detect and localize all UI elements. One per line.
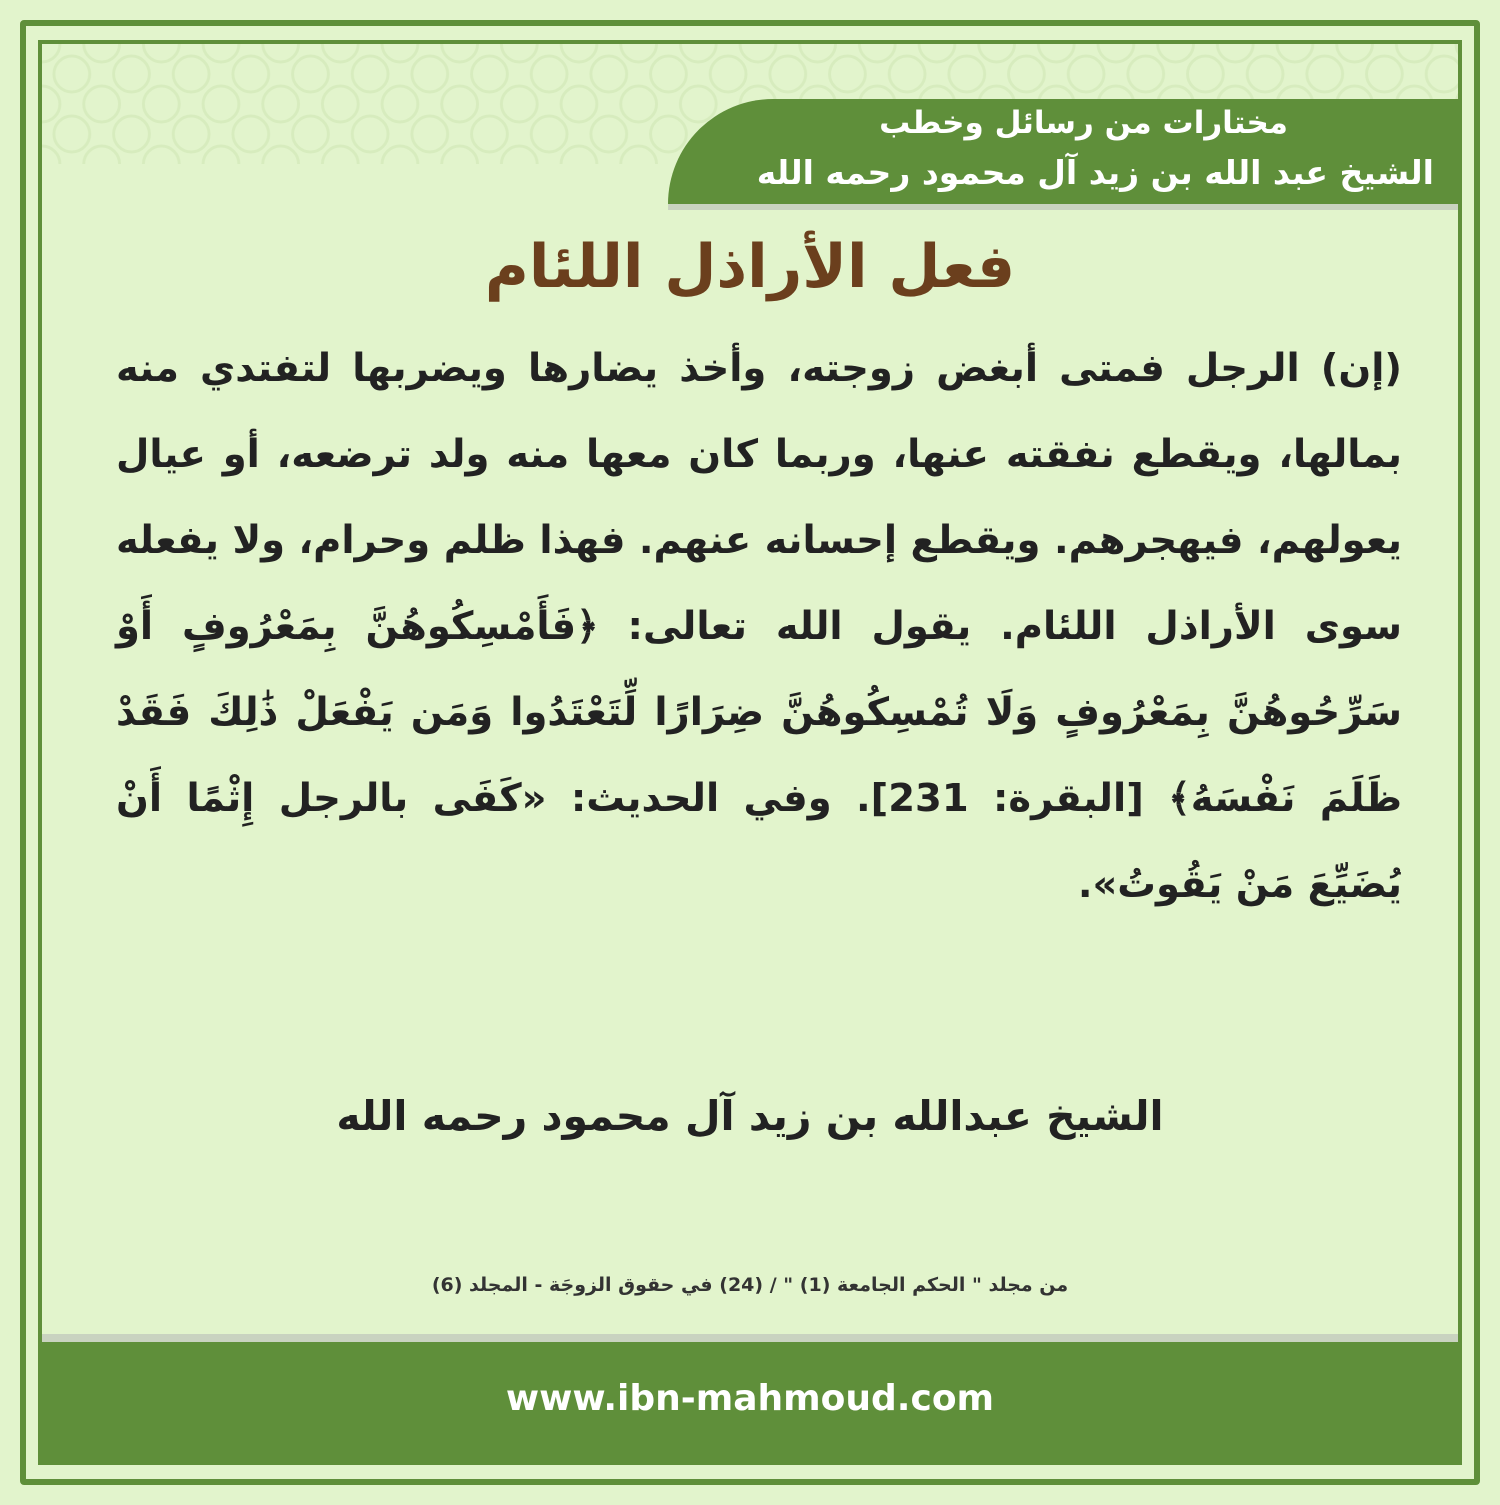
author-signature: الشيخ عبدالله بن زيد آل محمود رحمه الله — [336, 1092, 1164, 1140]
card — [38, 40, 1462, 1465]
header-author: الشيخ عبد الله بن زيد آل محمود رحمه الله — [756, 153, 1434, 192]
website-link[interactable]: www.ibn-mahmoud.com — [505, 1378, 995, 1419]
page-title: فعل الأراذل اللئام — [484, 232, 1016, 302]
footer-divider — [42, 1334, 1458, 1342]
source-citation: من مجلد " الحكم الجامعة (1) " / (24) في حقوق الزوجَة - المجلد (6) — [431, 1274, 1069, 1296]
body-text: (إن) الرجل فمتى أبغض زوجته، وأخذ يضارها ويضربها لتفتدي منه بمالها، ويقطع نفقته عنها، وربما كان معها منه ولد ترضعه، أو عيال يعولهم، فيهجرهم. ويقطع إحسانه عنهم. فهذا ظلم وحرام، ولا يفعله سوى الأراذل اللئام. يقول الله تعالى: ﴿فَأَمْسِكُوهُنَّ بِمَعْرُوفٍ أَوْ سَرِّحُوهُنَّ بِمَعْرُوفٍ وَلَا تُمْسِكُوهُنَّ ضِرَارًا لِّتَعْتَدُوا وَمَن يَفْعَلْ ذَٰلِكَ فَقَدْ ظَلَمَ نَفْسَهُ﴾ [البقرة: 231]. وفي الحديث: «كَفَى بالرجل إِثْمًا أَنْ يُضَيِّعَ مَنْ يَقُوتُ». — [116, 346, 1402, 907]
header-banner — [668, 99, 1458, 204]
header-subtitle: مختارات من رسائل وخطب — [879, 105, 1288, 141]
footer-bar — [42, 1342, 1458, 1465]
